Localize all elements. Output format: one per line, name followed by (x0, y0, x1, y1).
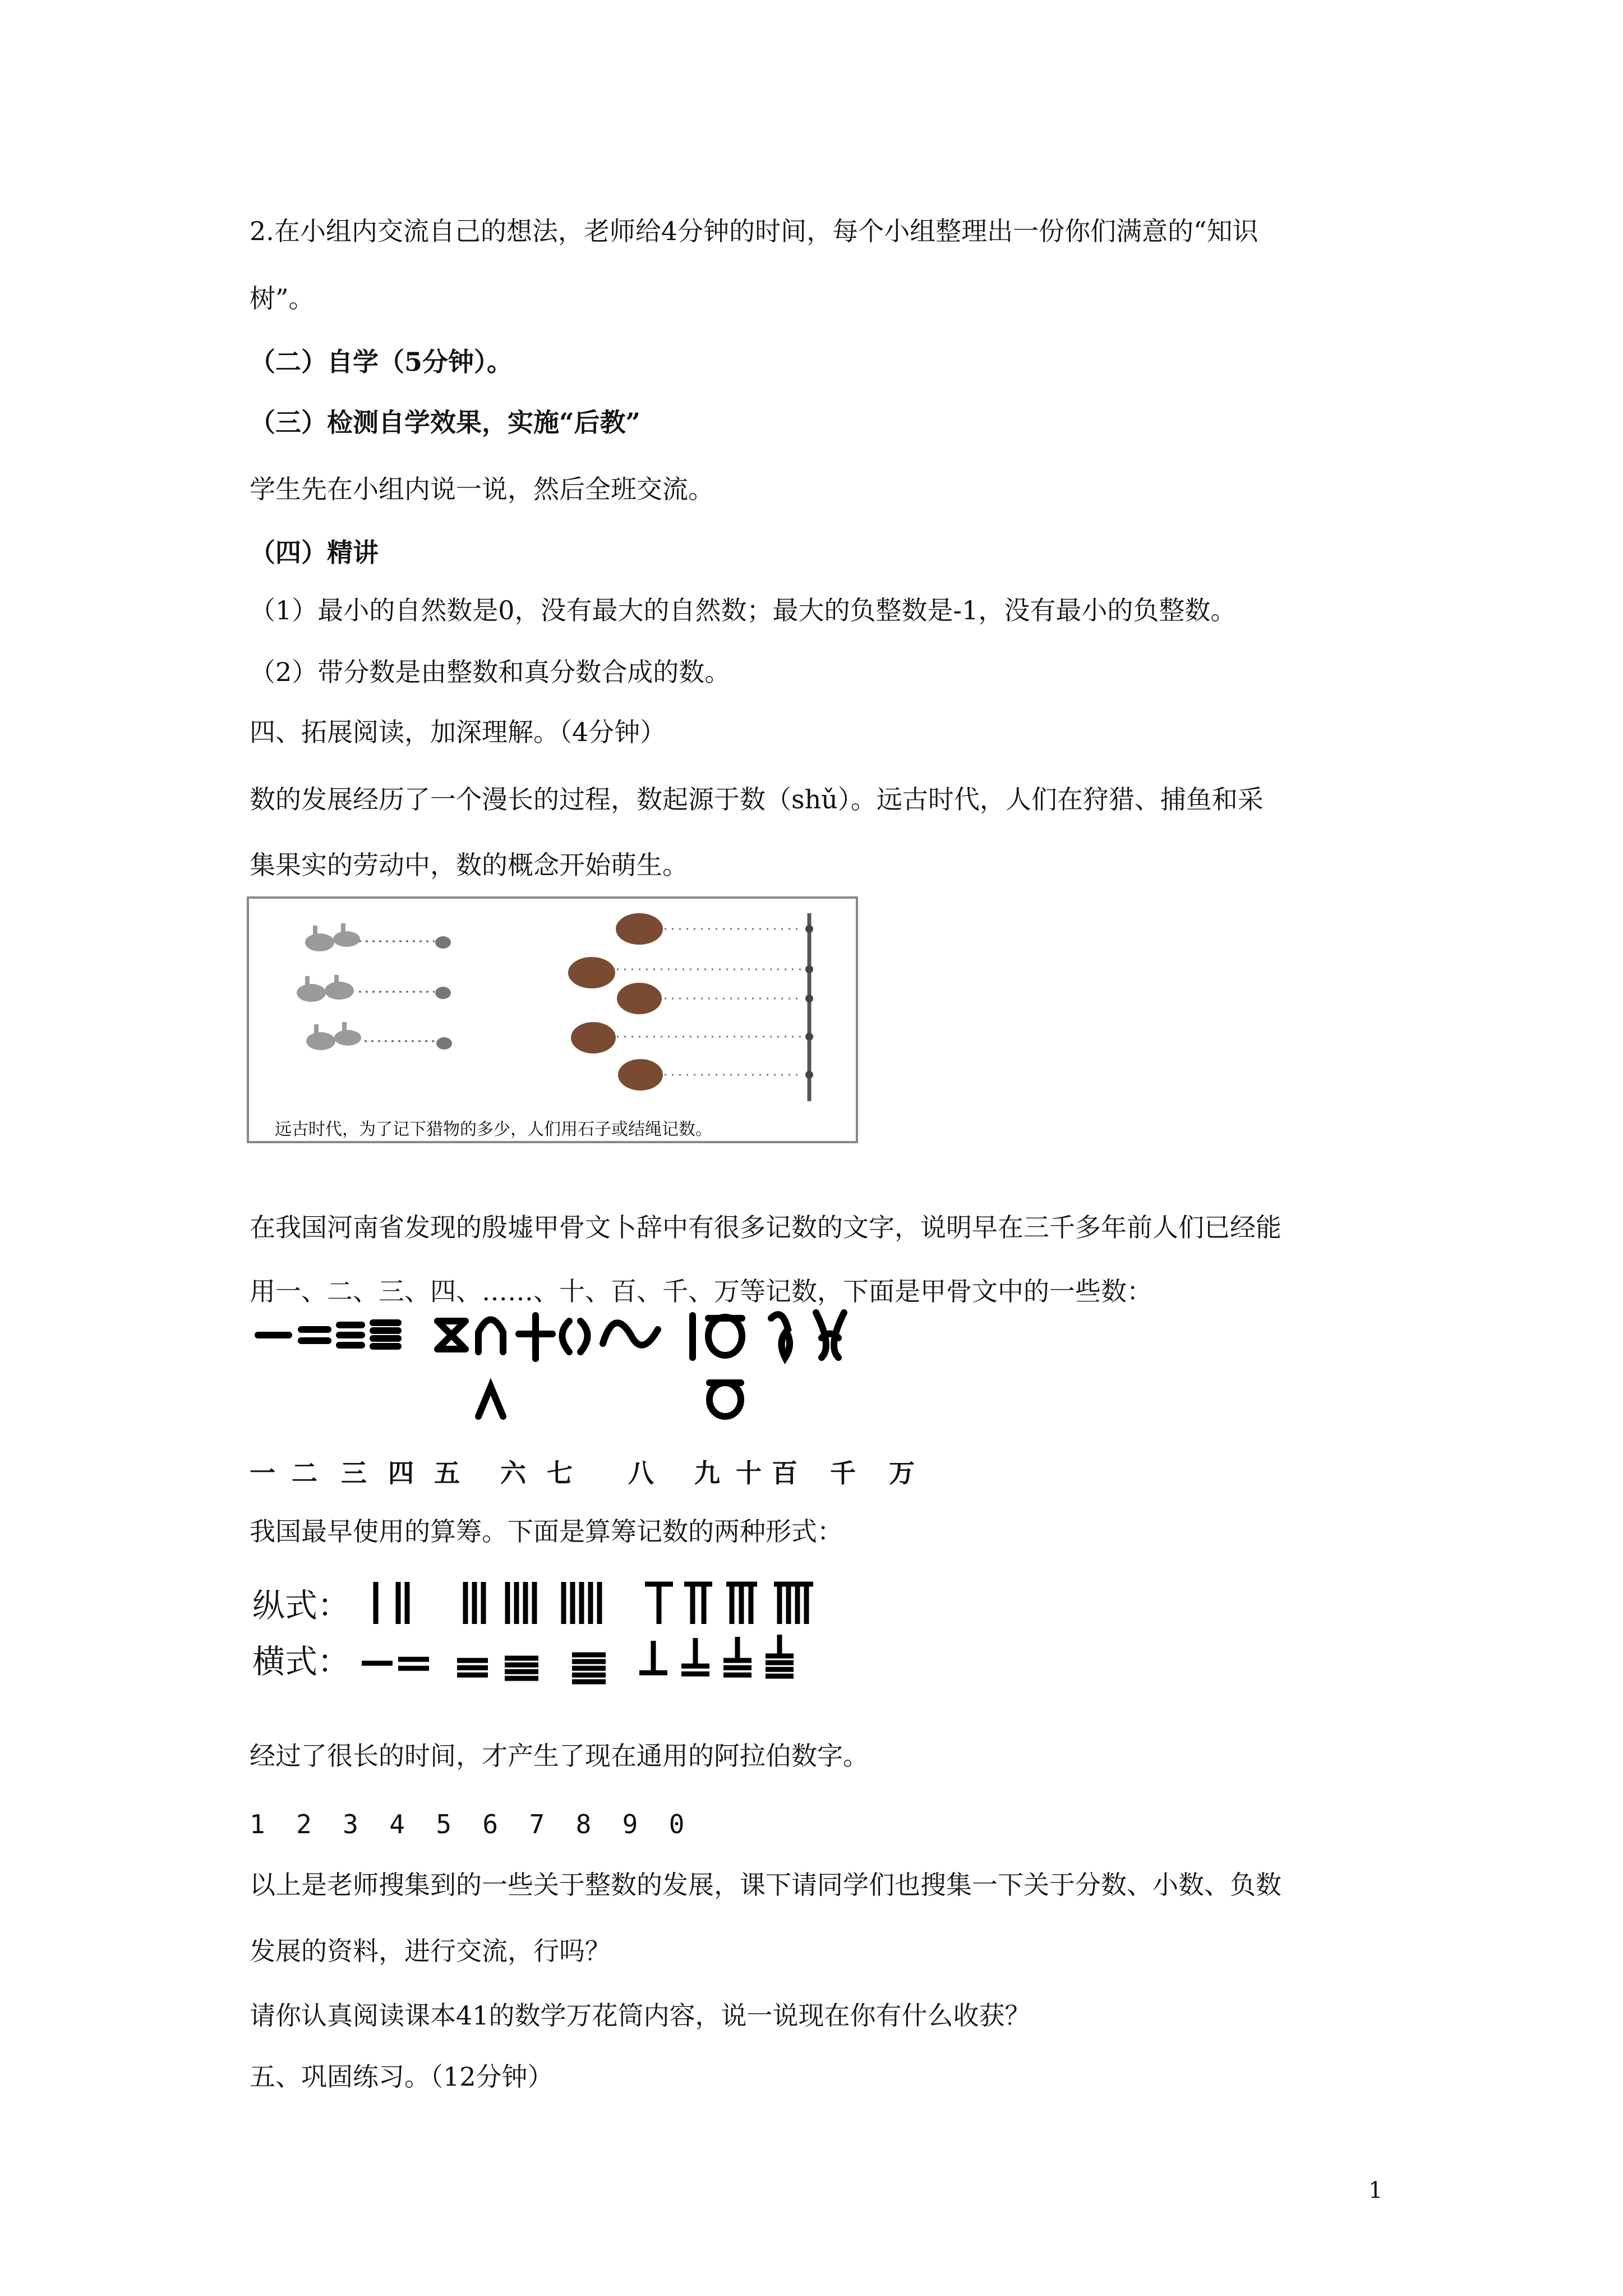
text-line: 请你认真阅读课本41的数学万花筒内容，说一说现在你有什么收获？ (250, 2000, 1031, 2031)
oracle-bone-numerals (250, 1296, 945, 1458)
oracle-label: 万 (889, 1458, 915, 1488)
arabic-numerals: 1 2 3 4 5 6 7 8 9 0 (250, 1809, 685, 1839)
text-line: 发展的资料，进行交流，行吗？ (250, 1936, 611, 1966)
text-line: 我国最早使用的算筹。下面是算筹记数的两种形式： (250, 1516, 843, 1547)
section-heading: （三）检测自学效果，实施“后教” (250, 407, 640, 438)
oracle-label: 五 (434, 1458, 460, 1488)
text-line: 在我国河南省发现的殷墟甲骨文卜辞中有很多记数的文字，说明早在三千多年前人们已经能 (250, 1212, 1281, 1243)
oracle-label: 二 (292, 1458, 317, 1488)
section-heading: （四）精讲 (250, 537, 379, 568)
rods-horizontal-label: 横式： (252, 1642, 351, 1681)
oracle-label: 一 (250, 1458, 275, 1488)
counting-rods-figure (359, 1576, 841, 1705)
text-line: 2.在小组内交流自己的想法，老师给4分钟的时间，每个小组整理出一份你们满意的“知识 (250, 216, 1258, 246)
rods-vertical-label: 纵式： (252, 1586, 351, 1625)
text-line: 四、拓展阅读，加深理解。（4分钟） (250, 717, 666, 747)
text-line: 学生先在小组内说一说，然后全班交流。 (250, 474, 714, 504)
text-line: 数的发展经历了一个漫长的过程，数起源于数（shǔ）。远古时代，人们在狩猎、捕鱼和采 (250, 784, 1264, 815)
oracle-label: 千 (830, 1458, 856, 1488)
oracle-label: 八 (628, 1458, 654, 1488)
text-line: 树”。 (250, 283, 315, 314)
oracle-label: 三 (341, 1458, 367, 1488)
oracle-label: 百 (772, 1458, 797, 1488)
figure-caption: 远古时代，为了记下猎物的多少，人们用石子或结绳记数。 (275, 1120, 712, 1139)
text-line: （1）最小的自然数是0，没有最大的自然数；最大的负整数是-1，没有最小的负整数。 (250, 595, 1237, 625)
oracle-label: 十 (736, 1458, 762, 1488)
section-heading: （二）自学（5分钟）。 (250, 347, 513, 377)
oracle-label: 七 (547, 1458, 573, 1488)
oracle-label: 四 (388, 1458, 414, 1488)
text-line: 集果实的劳动中，数的概念开始萌生。 (250, 850, 688, 880)
ancient-counting-figure (247, 896, 858, 1143)
text-line: 五、巩固练习。（12分钟） (250, 2062, 554, 2092)
text-line: 经过了很长的时间，才产生了现在通用的阿拉伯数字。 (250, 1741, 869, 1771)
oracle-label: 九 (694, 1458, 720, 1488)
text-line: 以上是老师搜集到的一些关于整数的发展，课下请同学们也搜集一下关于分数、小数、负数 (250, 1870, 1281, 1900)
page-number: 1 (1368, 2178, 1383, 2203)
text-line: 用一、二、三、四、……、十、百、千、万等记数，下面是甲骨文中的一些数： (250, 1276, 1152, 1306)
oracle-label: 六 (500, 1458, 526, 1488)
text-line: （2）带分数是由整数和真分数合成的数。 (250, 657, 731, 687)
